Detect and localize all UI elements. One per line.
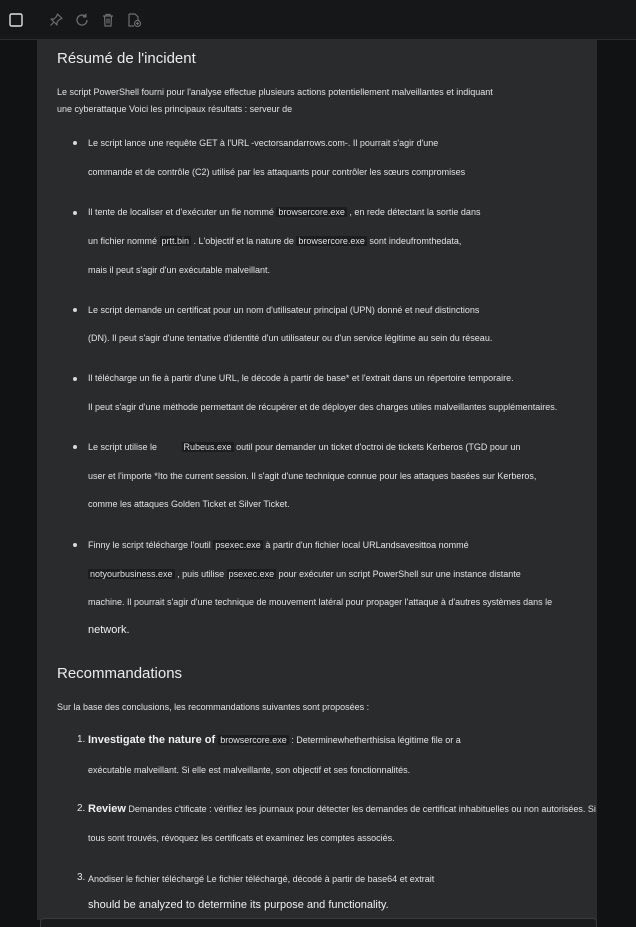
- summary-intro-line-1: Le script PowerShell fourni pour l'analyse effectue plusieurs actions potentiellement malveillantes et indiquant: [57, 87, 493, 97]
- bullet-6-line-1: Finny le script télécharge l'outil psexec.exe à partir d'un fichier local URLandsavesittoa nommé: [88, 540, 469, 550]
- bullet-5-line-1: Le script utilise le Rubeus.exe outil pour demander un ticket d'octroi de tickets Kerberos (TGD pour un: [88, 442, 521, 452]
- bullet-dot: [73, 377, 77, 381]
- bullet-dot: [73, 445, 77, 449]
- bullet-4-line-2: Il peut s'agir d'une méthode permettant de récupérer et de déployer des charges utiles malveillantes supplémentaires.: [88, 402, 558, 412]
- bullet-5-line-3: comme les attaques Golden Ticket et Silver Ticket.: [88, 499, 290, 509]
- rec-2-line-2: tous sont trouvés, révoquez les certificats et examinez les comptes associés.: [88, 833, 395, 843]
- summary-intro-line-2: une cyberattaque Voici les principaux résultats : serveur de: [57, 104, 293, 114]
- code-browsercore: browsercore.exe: [278, 207, 345, 217]
- rec-1-line-2: exécutable malveillant. Si elle est malveillante, son objectif et ses fonctionnalités.: [88, 765, 411, 775]
- bullet-dot: [73, 543, 77, 547]
- square-icon[interactable]: [6, 10, 26, 30]
- refresh-icon[interactable]: [72, 10, 92, 30]
- rec-3-line-2: should be analyzed to determine its purpose and functionality.: [88, 899, 389, 911]
- new-doc-icon[interactable]: [124, 10, 144, 30]
- bullet-2-line-1: Il tente de localiser et d'exécuter un fie nommé browsercore.exe , en rede détectant la sortie dans: [88, 207, 481, 217]
- bullet-dot: [73, 308, 77, 312]
- bullet-6-line-2: notyourbusiness.exe , puis utilise psexec.exe pour exécuter un script PowerShell sur une instance distante: [90, 569, 521, 579]
- summary-title: Résumé de l'incident: [57, 50, 196, 67]
- rec-number: 1.: [77, 734, 86, 745]
- bullet-dot: [73, 141, 77, 145]
- rec-2-line-1: Review Demandes c'tificate : vérifiez les journaux pour détecter les demandes de certificat inhabituelles ou non autorisées. Si: [88, 803, 596, 815]
- code-browsercore: browsercore.exe: [220, 735, 287, 745]
- code-browsercore: browsercore.exe: [298, 236, 365, 246]
- bullet-6-line-3: machine. Il pourrait s'agir d'une technique de mouvement latéral pour propager l'attaque à d'autres systèmes dans le: [88, 597, 553, 607]
- rec-number: 2.: [77, 803, 86, 814]
- top-toolbar: [0, 0, 636, 40]
- bullet-dot: [73, 211, 77, 215]
- bullet-2-line-3: mais il peut s'agir d'un exécutable malveillant.: [88, 265, 271, 275]
- bullet-1-line-1: Le script lance une requête GET à l'URL -vectorsandarrows.com-. Il pourrait s'agir d'une: [88, 138, 439, 148]
- pin-icon[interactable]: [46, 10, 66, 30]
- bullet-3-line-1: Le script demande un certificat pour un nom d'utilisateur principal (UPN) donné et neuf distinctions: [88, 305, 480, 315]
- recommendations-intro: Sur la base des conclusions, les recommandations suivantes sont proposées :: [57, 702, 370, 712]
- rec-number: 3.: [77, 872, 86, 883]
- code-prtt-bin: prtt.bin: [161, 236, 190, 246]
- bullet-3-line-2: (DN). Il peut s'agir d'une tentative d'identité d'un utilisateur ou d'un service légitime au sein du réseau.: [88, 333, 493, 343]
- code-rubeus: Rubeus.exe: [183, 442, 232, 452]
- response-panel: [37, 40, 597, 920]
- recommendations-title: Recommandations: [57, 665, 183, 682]
- code-notyourbusiness: notyourbusiness.exe: [90, 569, 173, 579]
- code-psexec: psexec.exe: [215, 540, 261, 550]
- trash-icon[interactable]: [98, 10, 118, 30]
- rec-1-line-1: Investigate the nature of browsercore.exe : Determinewhetherthisisa légitime file or a: [88, 734, 461, 746]
- bullet-2-line-2: un fichier nommé prtt.bin . L'objectif et la nature de browsercore.exe sont indeufromthedata,: [88, 236, 462, 246]
- code-psexec: psexec.exe: [228, 569, 275, 579]
- bullet-6-line-4: network.: [88, 624, 130, 636]
- bullet-1-line-2: commande et de contrôle (C2) utilisé par les attaquants pour contrôler les sœurs compromises: [88, 167, 466, 177]
- bullet-4-line-1: Il télécharge un fie à partir d'une URL, le décode à partir de base* et l'extrait dans un répertoire temporaire.: [88, 373, 514, 383]
- bullet-5-line-2: user et l'importe *Ito the current session. Il s'agit d'une technique connue pour les attaques basées sur Kerberos,: [88, 471, 537, 481]
- message-input-box[interactable]: [40, 918, 597, 927]
- rec-3-line-1: Anodiser le fichier téléchargé Le fichier téléchargé, décodé à partir de base64 et extrait: [88, 874, 435, 884]
